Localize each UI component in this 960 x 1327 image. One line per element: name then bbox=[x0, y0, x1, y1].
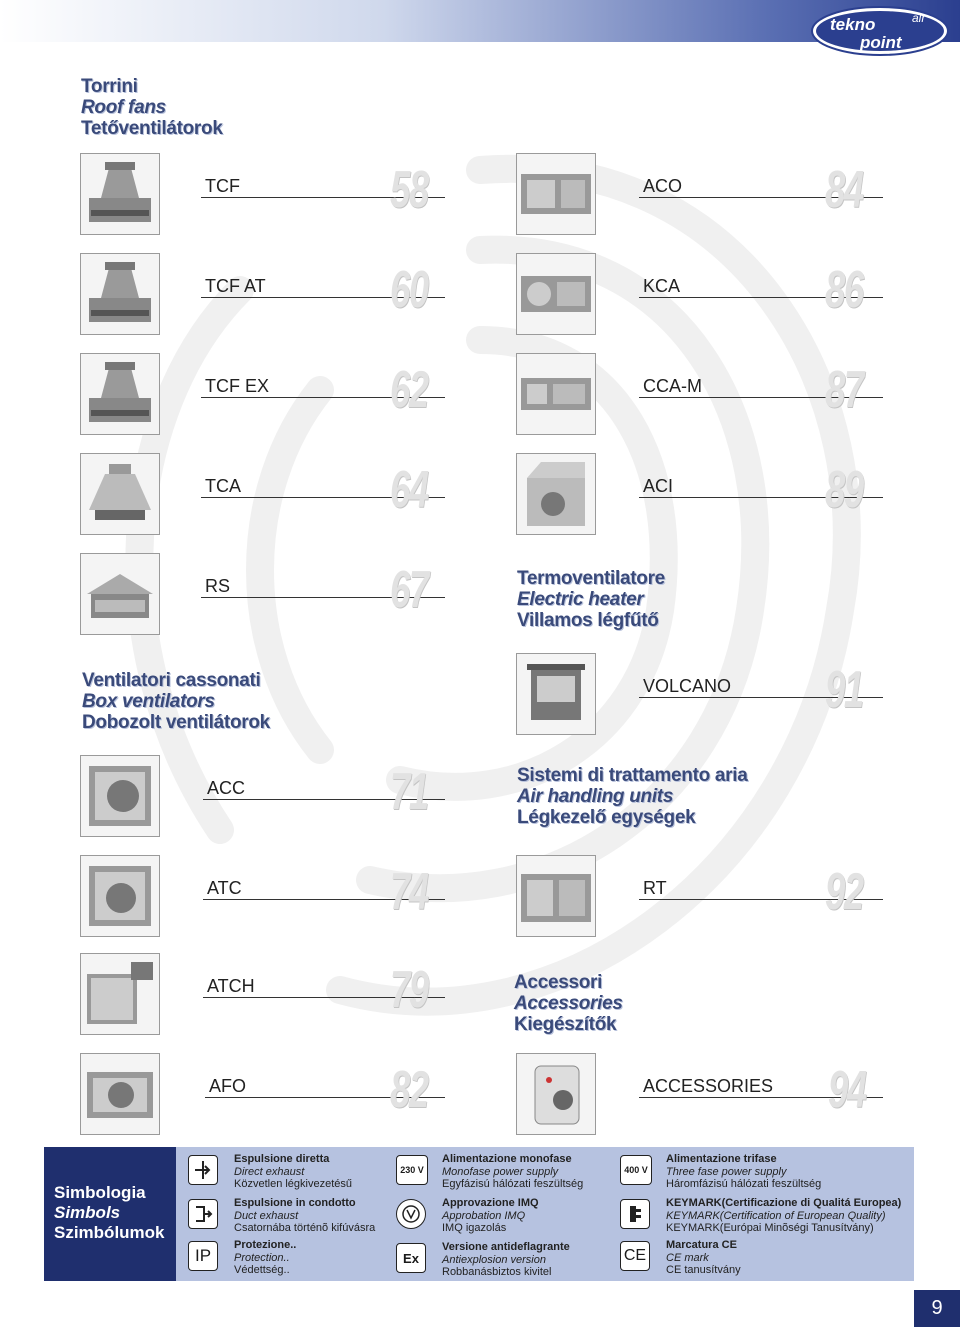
product-kca[interactable]: KCA bbox=[643, 276, 883, 298]
aco-image bbox=[516, 153, 596, 235]
legend-title: Simbologia Simbols Szimbólumok bbox=[54, 1183, 165, 1242]
product-aco[interactable]: ACO bbox=[643, 176, 883, 198]
cca-m-image bbox=[516, 353, 596, 435]
heading-accessories: Accessori Accessories Kiegészítők bbox=[514, 972, 623, 1035]
tca-image bbox=[80, 453, 160, 535]
imq-icon bbox=[396, 1199, 426, 1229]
page-num-aco: 84 bbox=[825, 161, 863, 219]
page-num-tca: 64 bbox=[390, 461, 428, 519]
tcf-at-image bbox=[80, 253, 160, 335]
direct-exhaust-icon bbox=[188, 1155, 218, 1185]
atc-image bbox=[80, 855, 160, 937]
acc-image bbox=[80, 755, 160, 837]
product-acc[interactable]: ACC bbox=[207, 778, 445, 800]
teknopoint-logo bbox=[810, 4, 950, 58]
accessories-image bbox=[516, 1053, 596, 1135]
page-num-volcano: 91 bbox=[825, 661, 863, 719]
product-tcf-at[interactable]: TCF AT bbox=[205, 276, 445, 298]
atch-image bbox=[80, 953, 160, 1035]
ex-icon: Ex bbox=[396, 1243, 426, 1273]
page-num-rs: 67 bbox=[390, 561, 428, 619]
legend-title-panel bbox=[44, 1147, 176, 1281]
page-num-acc: 71 bbox=[390, 763, 428, 821]
product-volcano[interactable]: VOLCANO bbox=[643, 676, 883, 698]
logo-line2: point bbox=[860, 33, 902, 52]
logo-sup: air bbox=[912, 11, 926, 25]
ce-icon: CE bbox=[620, 1241, 650, 1271]
page-number: 9 bbox=[914, 1290, 960, 1327]
page-num-aci: 89 bbox=[825, 461, 863, 519]
page-num-tcf-ex: 62 bbox=[390, 361, 428, 419]
page-num-tcf: 58 bbox=[390, 161, 428, 219]
product-tcf-ex[interactable]: TCF EX bbox=[205, 376, 445, 398]
background-swirl bbox=[40, 90, 920, 1130]
product-rs[interactable]: RS bbox=[205, 576, 445, 598]
keymark-icon bbox=[620, 1199, 650, 1229]
400v-icon: 400 V bbox=[620, 1155, 652, 1185]
duct-exhaust-icon bbox=[188, 1199, 218, 1229]
volcano-image bbox=[516, 653, 596, 735]
rs-image bbox=[80, 553, 160, 635]
product-cca-m[interactable]: CCA-M bbox=[643, 376, 883, 398]
heading-air-handling: Sistemi di trattamento aria Air handling units Légkezelő egységek bbox=[517, 765, 748, 828]
afo-image bbox=[80, 1053, 160, 1135]
heading-electric-heater: Termoventilatore Electric heater Villamos légfűtő bbox=[517, 568, 665, 631]
page-num-rt: 92 bbox=[825, 863, 863, 921]
230v-icon: 230 V bbox=[396, 1155, 428, 1185]
product-atc[interactable]: ATC bbox=[207, 878, 445, 900]
heading-roof-fans: Torrini Roof fans Tetőventilátorok bbox=[81, 76, 223, 139]
product-tca[interactable]: TCA bbox=[205, 476, 445, 498]
tcf-ex-image bbox=[80, 353, 160, 435]
ip-icon: IP bbox=[188, 1241, 218, 1271]
heading-box-ventilators: Ventilatori cassonati Box ventilators Dobozolt ventilátorok bbox=[82, 670, 270, 733]
aci-image bbox=[516, 453, 596, 535]
rt-image bbox=[516, 855, 596, 937]
product-tcf[interactable]: TCF bbox=[205, 176, 445, 198]
logo-line1: tekno bbox=[830, 15, 876, 34]
page-num-tcf-at: 60 bbox=[390, 261, 428, 319]
symbols-legend: Simbologia Simbols Szimbólumok Espulsione diretta Direct exhaust Közvetlen légkivezetésű Espulsione in condotto Duct exhaust Csatornába történõ kifúvásra IP Protezione.. Protection.. Védettség.. 230 V Alimentazione monofase Monofase power supply Egyfázisú hálózati feszültség Approvazione IMQ Approbation IMQ IMQ igazolás Ex Versione antideflagrante Antiexplosion version Robbanásbiztos kivitel 400 V Alimentazione trifase Three fase power supply Háromfázisú hálózati feszültség KEYMARK(Certificazione di Qualitá Europea) KEYMARK(Certification of European Quality) KEYMARK(Európai Minõségi Tanusítvány) CE Marcatura CE CE mark CE tanusítvány bbox=[44, 1147, 914, 1281]
product-accessories[interactable]: ACCESSORIES bbox=[643, 1076, 883, 1098]
product-atch[interactable]: ATCH bbox=[207, 976, 445, 998]
product-rt[interactable]: RT bbox=[643, 878, 883, 900]
tcf-image bbox=[80, 153, 160, 235]
kca-image bbox=[516, 253, 596, 335]
page-num-atch: 79 bbox=[390, 961, 428, 1019]
page-num-accessories: 94 bbox=[828, 1061, 866, 1119]
page-num-cca-m: 87 bbox=[825, 361, 863, 419]
page-num-atc: 74 bbox=[390, 863, 428, 921]
page-num-afo: 82 bbox=[390, 1061, 428, 1119]
product-afo[interactable]: AFO bbox=[209, 1076, 445, 1098]
page-num-kca: 86 bbox=[825, 261, 863, 319]
product-aci[interactable]: ACI bbox=[643, 476, 883, 498]
